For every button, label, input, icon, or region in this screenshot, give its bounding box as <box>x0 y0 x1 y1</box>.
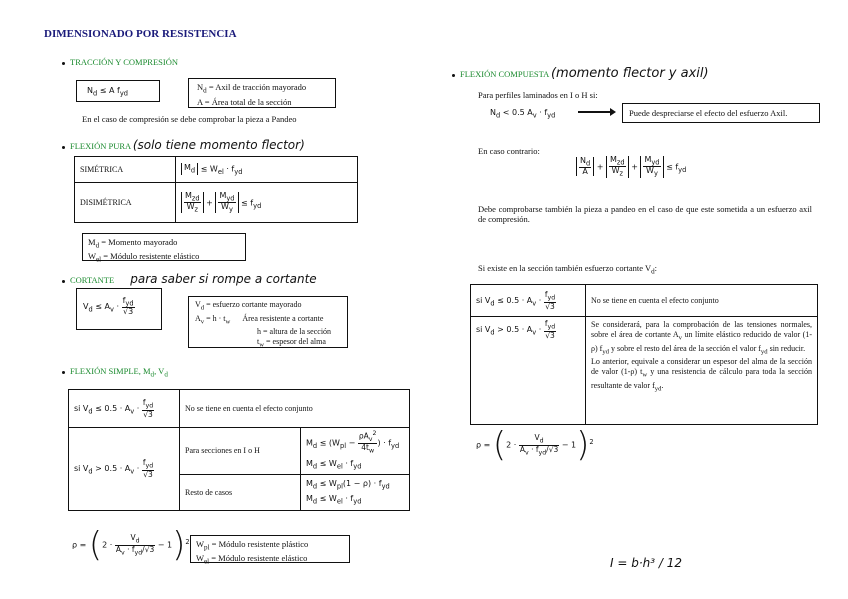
handwritten-annotation: (momento flector y axil) <box>550 66 709 81</box>
section-flexion-pura-heading: FLEXIÓN PURA (solo tiene momento flector) <box>62 138 305 152</box>
section-cortante-heading: CORTANTE para saber si rompe a cortante <box>62 272 317 286</box>
flexion-simple-table <box>68 389 410 511</box>
cortante-formula-box: $V_d \le A_v$ · $\frac{f_{yd}}{√3}$ <box>76 288 162 330</box>
compuesta-row1-text: No se tiene en cuenta el efecto conjunto <box>586 285 818 317</box>
compuesta-cortante-table <box>470 284 818 425</box>
row2b-formula: $M_d \le W_{pl}(1 - \rho) \cdot f_{yd}$ $M_d \le W_{el} \cdot f_{yd}$ <box>301 474 410 510</box>
rho-formula-right: ρ = (2 · $\frac{V_d}{A_v \cdot f_{yd}/√3}$ − 1)$^2$ <box>476 425 594 465</box>
row-label-simetrica: SIMÉTRICA <box>75 157 176 183</box>
compuesta-interaction-formula: $\frac{N_d}{A}$ + $\frac{M_{zd}}{W_z}$ + $\frac{M_{yd}}{W_y}$ ≤ $f_{yd}$ <box>576 156 686 178</box>
section-flexion-simple-heading: FLEXIÓN SIMPLE, $M_d$, $V_d$ <box>62 366 168 379</box>
row2b-label: Resto de casos <box>180 474 301 510</box>
formula-simetrica: $M_d \le W_{el} \cdot f_{yd}$ <box>176 157 358 183</box>
flexion-pura-definitions-box: $M_d$ = Momento mayorado $W_{el}$ = Módulo resistente elástico <box>82 233 246 261</box>
compuesta-buckling-note: Debe comprobarse también la pieza a pandeo en el caso de que este sometida a un esfuerzo axil de compresión. <box>478 204 812 224</box>
arrow-right-icon <box>578 111 614 113</box>
flexion-pura-table <box>74 156 358 223</box>
compuesta-else-text: En caso contrario: <box>478 146 540 156</box>
rho-formula-left: ρ = (2 · $\frac{V_d}{A_v \cdot f_{yd}/√3}$ − 1)$^2$ <box>72 525 190 565</box>
flexion-simple-definitions-box: $W_{pl}$ = Módulo resistente plástico $W_{el}$ = Módulo resistente elástico <box>190 535 350 563</box>
compuesta-row2-condition: si $V_d > 0.5 \cdot A_v$ · $\frac{f_{yd}}{√3}$ <box>471 317 586 425</box>
section-traccion-heading: TRACCIÓN Y COMPRESIÓN <box>62 57 178 67</box>
row2a-label: Para secciones en I o H <box>180 428 301 475</box>
bullet-icon <box>452 74 455 77</box>
compuesta-row2-text: Se considerará, para la comprobación de las tensiones normales, sobre el área de cortante $A_v$ un límite elástico reducido de valor (1-ρ) $f_{yd}$ y sobre el resto del área de la sección el valor $f_{yd}$ sin reducir. Lo anterior, equivale a considerar un espesor del alma de la sección de valor (1-ρ) $t_w$ y una resistencia de cálculo para toda la sección resultante de valor $f_{yd}$. <box>586 317 818 425</box>
compuesta-condition: $N_d < 0.5$ $A_v \cdot f_{yd}$ <box>490 108 556 120</box>
compuesta-cortante-note: Si existe en la sección también esfuerzo cortante $V_d$: <box>478 263 658 276</box>
compuesta-row1-condition: si $V_d \le 0.5 \cdot A_v$ · $\frac{f_{yd}}{√3}$ <box>471 285 586 317</box>
row2-condition: si $V_d > 0.5 \cdot A_v$ · $\frac{f_{yd}}{√3}$ <box>69 428 180 511</box>
compuesta-result-box: Puede despreciarse el efecto del esfuerzo Axil. <box>622 103 820 123</box>
bullet-icon <box>62 62 65 65</box>
traccion-note: En el caso de compresión se debe comprobar la pieza a Pandeo <box>82 114 297 124</box>
bullet-icon <box>62 280 65 283</box>
bullet-icon <box>62 146 65 149</box>
section-flexion-compuesta-heading: FLEXIÓN COMPUESTA (momento flector y axil) <box>452 66 709 81</box>
compuesta-intro: Para perfiles laminados en I o H si: <box>478 90 598 100</box>
row-label-disimetrica: DISIMÉTRICA <box>75 183 176 223</box>
traccion-formula-box: $N_d \le A$ $f_{yd}$ <box>76 80 160 102</box>
bullet-icon <box>62 371 65 374</box>
cortante-definitions-box: $V_d$ = esfuerzo cortante mayorado $A_v = h \cdot t_w$ Área resistente a cortante h = altura de la sección $t_w$ = espesor del alma <box>188 296 348 348</box>
handwritten-inertia-note: I = b·h³ / 12 <box>610 556 683 570</box>
row1-text: No se tiene en cuenta el efecto conjunto <box>180 390 410 428</box>
page-title: DIMENSIONADO POR RESISTENCIA <box>44 28 237 40</box>
handwritten-annotation: (solo tiene momento flector) <box>132 138 305 152</box>
row1-condition: si $V_d \le 0.5 \cdot A_v$ · $\frac{f_{yd}}{√3}$ <box>69 390 180 428</box>
row2a-formula: $M_d \le (W_{pl}$ − $\frac{\rho A_v^2}{4t_w}$ ) · $f_{yd}$ $M_d \le W_{el} \cdot f_{yd}$ <box>301 428 410 475</box>
handwritten-annotation: para saber si rompe a cortante <box>130 272 317 286</box>
formula-disimetrica: $\frac{M_{zd}}{W_z}$ + $\frac{M_{yd}}{W_y}$ ≤ $f_{yd}$ <box>176 183 358 223</box>
traccion-definitions-box: $N_d$ = Axil de tracción mayorado A = Área total de la sección <box>188 78 336 108</box>
